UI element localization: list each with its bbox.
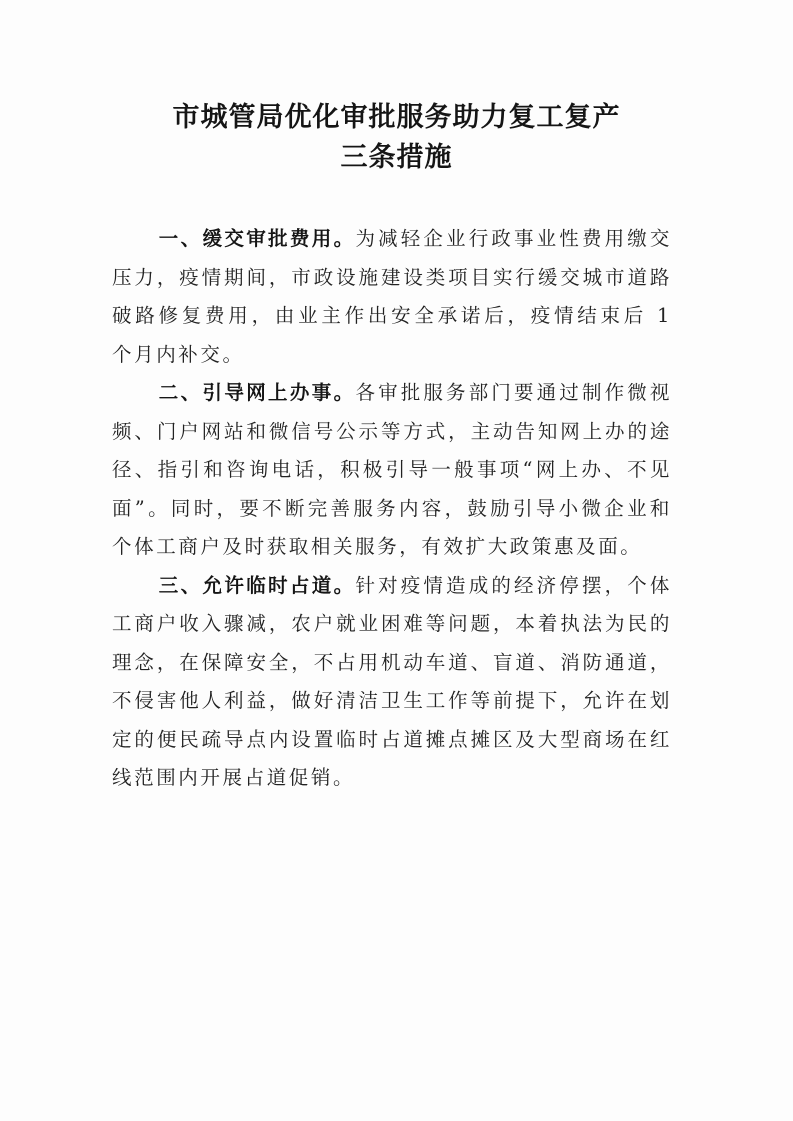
title-line-2: 三条措施 bbox=[340, 142, 453, 173]
measure-heading-1: 一、缓交审批费用。 bbox=[158, 227, 356, 250]
measure-paragraph-3 bbox=[112, 567, 672, 798]
measure-paragraph-1 bbox=[112, 220, 672, 374]
measure-text-3: 针对疫情造成的经济停摆，个体工商户收入骤减，农户就业困难等问题，本着执法为民的理念，在保障安全，不占用机动车道、盲道、消防通道，不侵害他人利益，做好清洁卫生工作等前提下，允许在划定的便民疏导点内设置临时占道摊点摊区及大型商场在红线范围内开展占道促销。 bbox=[112, 573, 672, 789]
title-line-1: 市城管局优化审批服务助力复工复产 bbox=[172, 102, 621, 133]
measure-text-2: 各审批服务部门要通过制作微视频、门户网站和微信号公示等方式，主动告知网上办的途径、指引和咨询电话，积极引导一般事项“网上办、不见面”。同时，要不断完善服务内容，鼓励引导小微企业和个体工商户及时获取相关服务，有效扩大政策惠及面。 bbox=[112, 381, 672, 558]
measure-heading-3: 三、允许临时占道。 bbox=[158, 573, 356, 597]
measure-paragraph-2 bbox=[112, 374, 672, 567]
document-body bbox=[112, 220, 672, 798]
measure-heading-2: 二、引导网上办事。 bbox=[158, 381, 356, 404]
measure-text-1: 为减轻企业行政事业性费用缴交压力，疫情期间，市政设施建设类项目实行缓交城市道路破路修复费用，由业主作出安全承诺后，疫情结束后 1 个月内补交。 bbox=[112, 227, 672, 366]
document-title bbox=[0, 98, 793, 178]
